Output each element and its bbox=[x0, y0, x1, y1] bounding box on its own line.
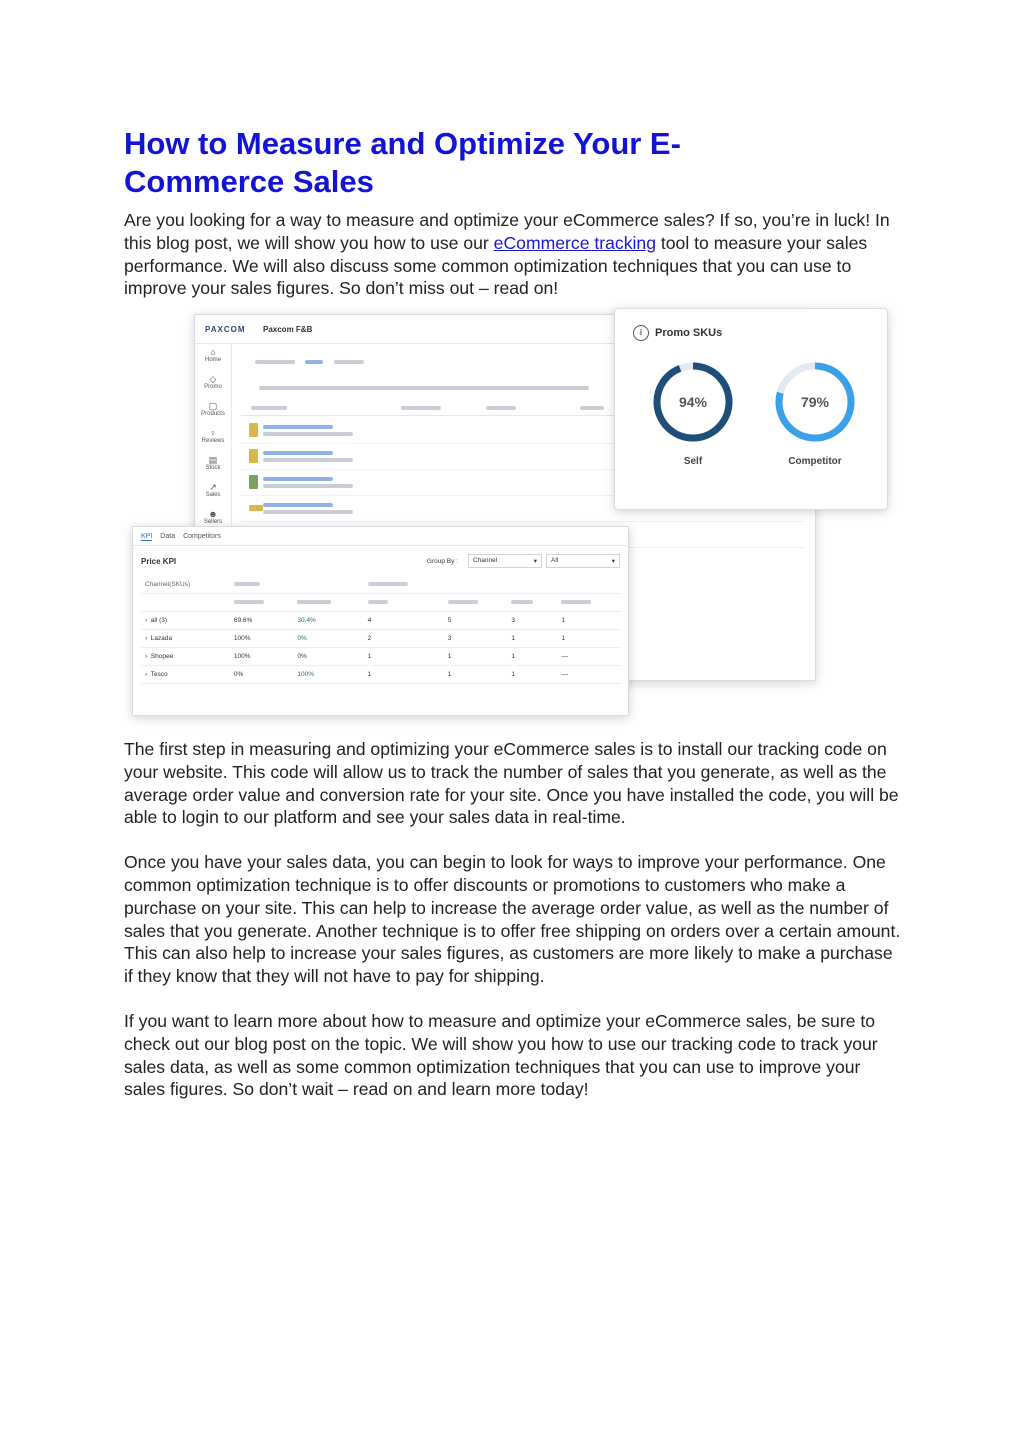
table-row[interactable] bbox=[141, 630, 621, 648]
chevron-right-icon[interactable]: › bbox=[145, 635, 148, 642]
competitor-donut bbox=[765, 359, 865, 467]
tag-icon: ◇ bbox=[209, 374, 217, 384]
table-row[interactable] bbox=[141, 612, 621, 630]
header-placeholder bbox=[511, 600, 533, 604]
kpi-cell: 100% bbox=[230, 648, 294, 666]
column-header bbox=[444, 594, 508, 612]
channel-name: Tesco bbox=[150, 671, 168, 678]
kpi-cell: 4 bbox=[364, 612, 444, 630]
filter-select[interactable] bbox=[546, 554, 620, 568]
kpi-cell: 1 bbox=[507, 648, 557, 666]
tab-placeholder bbox=[255, 360, 295, 364]
sidebar-item-label: Sales bbox=[205, 492, 221, 498]
kpi-cell: 1 bbox=[557, 612, 621, 630]
channel-cell bbox=[141, 630, 230, 648]
header-placeholder bbox=[368, 600, 388, 604]
header-placeholder bbox=[486, 406, 516, 410]
tab-placeholder bbox=[305, 360, 323, 364]
header-placeholder bbox=[561, 600, 591, 604]
competitor-percent: 79% bbox=[800, 394, 830, 410]
kpi-title: Price KPI bbox=[141, 556, 177, 566]
kpi-cell: 3 bbox=[507, 612, 557, 630]
channel-name: Shopee bbox=[150, 653, 174, 660]
brand-name: Paxcom F&B bbox=[263, 324, 313, 334]
kpi-toolbar bbox=[133, 546, 628, 576]
channel-cell bbox=[141, 666, 230, 684]
users-icon: ☻ bbox=[208, 509, 218, 519]
column-header bbox=[230, 594, 294, 612]
paragraph: Once you have your sales data, you can begin to look for ways to improve your performance. One common optimization technique is to offer discounts or promotions to customers who make a purchase on your site. This can help to increase the average order value, as well as the number of sales that you generate. Another technique is to offer free shipping on orders over a certain amount. This can also help to increase your sales figures, as customers are more likely to make a purchase if they know that they will not have to pay for shipping. bbox=[124, 852, 901, 987]
filter-placeholder bbox=[259, 386, 589, 390]
kpi-cell: 0% bbox=[230, 666, 294, 684]
tab-data[interactable]: Data bbox=[160, 533, 176, 540]
header-placeholder bbox=[234, 582, 260, 586]
promo-card-header bbox=[615, 309, 887, 341]
sidebar-item-reviews[interactable] bbox=[195, 424, 231, 451]
sidebar-item-sales[interactable] bbox=[195, 478, 231, 505]
tab-kpi[interactable]: KPI bbox=[141, 533, 153, 540]
column-header bbox=[444, 576, 508, 594]
group-by-label: Group By : bbox=[426, 557, 458, 565]
article bbox=[124, 125, 914, 300]
column-header bbox=[557, 576, 621, 594]
column-header bbox=[507, 576, 557, 594]
sidebar-item-promo[interactable] bbox=[195, 370, 231, 397]
row-placeholder bbox=[263, 503, 333, 507]
channel-name: Lazada bbox=[150, 635, 173, 642]
competitor-donut-chart bbox=[772, 359, 858, 445]
kpi-cell: — bbox=[557, 666, 621, 684]
kpi-cell: 3 bbox=[444, 630, 508, 648]
stack-icon: ▤ bbox=[208, 455, 218, 465]
sidebar-item-label: Promo bbox=[204, 384, 222, 390]
column-header bbox=[141, 594, 230, 612]
kpi-cell: 1 bbox=[507, 666, 557, 684]
bulb-icon: ♀ bbox=[209, 428, 217, 438]
kpi-cell: 69.6% bbox=[230, 612, 294, 630]
column-header bbox=[507, 594, 557, 612]
column-header bbox=[557, 594, 621, 612]
header-placeholder bbox=[234, 600, 264, 604]
tab-placeholder bbox=[334, 360, 364, 364]
header-placeholder bbox=[580, 406, 604, 410]
intro-text-end: tool to measure your sales performance. We will also discuss some common optimization techniques that you can use to improve your sales figures. So don’t miss out – read on! bbox=[124, 232, 868, 299]
column-header-channel: Channel(SKUs) bbox=[141, 576, 230, 594]
column-header bbox=[293, 594, 363, 612]
kpi-cell: 1 bbox=[557, 630, 621, 648]
header-placeholder bbox=[448, 600, 478, 604]
competitor-label: Competitor bbox=[788, 456, 842, 467]
intro-paragraph bbox=[124, 209, 914, 300]
kpi-cell: 0% bbox=[293, 630, 363, 648]
header-placeholder bbox=[297, 600, 331, 604]
info-icon: i bbox=[633, 325, 649, 341]
chevron-right-icon[interactable]: › bbox=[145, 671, 148, 678]
row-placeholder bbox=[263, 458, 353, 462]
column-header bbox=[293, 576, 363, 594]
header-placeholder bbox=[251, 406, 287, 410]
kpi-cell: — bbox=[557, 648, 621, 666]
sidebar-item-label: Sellers bbox=[203, 519, 223, 525]
chevron-right-icon[interactable]: › bbox=[145, 653, 148, 660]
kpi-tabs bbox=[133, 527, 628, 546]
promo-skus-card bbox=[614, 308, 888, 510]
kpi-subheader-row bbox=[141, 594, 621, 612]
group-by-select[interactable] bbox=[468, 554, 542, 568]
self-donut bbox=[643, 359, 743, 467]
promo-title: Promo SKUs bbox=[655, 327, 723, 339]
kpi-cell: 1 bbox=[364, 648, 444, 666]
kpi-header-row bbox=[141, 576, 621, 594]
channel-cell bbox=[141, 612, 230, 630]
sidebar-item-label: Products bbox=[201, 411, 225, 417]
article-title: How to Measure and Optimize Your E-Commerce Sales bbox=[124, 126, 681, 199]
price-kpi-panel bbox=[132, 526, 629, 716]
chevron-right-icon[interactable]: › bbox=[145, 617, 148, 624]
sidebar-item-home[interactable] bbox=[195, 343, 231, 370]
row-placeholder bbox=[263, 432, 353, 436]
paxcom-logo: PAXCOM bbox=[205, 324, 246, 334]
self-donut-chart bbox=[650, 359, 736, 445]
column-header bbox=[364, 576, 444, 594]
kpi-cell: 5 bbox=[444, 612, 508, 630]
paragraph: The first step in measuring and optimizing your eCommerce sales is to install our tracking code on your website. This code will allow us to track the number of sales that you generate, as well as the average order value and conversion rate for your site. Once you have installed the code, you will be able to login to our platform and see your sales data in real-time. bbox=[124, 739, 899, 828]
chart-icon: ↗ bbox=[209, 482, 217, 492]
kpi-cell: 100% bbox=[293, 666, 363, 684]
sidebar-item-stock[interactable] bbox=[195, 451, 231, 478]
product-thumbnail bbox=[249, 423, 258, 437]
kpi-cell: 1 bbox=[444, 666, 508, 684]
row-placeholder bbox=[263, 425, 333, 429]
sidebar-item-label: Home bbox=[204, 357, 221, 363]
row-placeholder bbox=[263, 451, 333, 455]
tab-competitors[interactable]: Competitors bbox=[183, 533, 221, 540]
channel-name: all (3) bbox=[150, 617, 168, 624]
product-thumbnail bbox=[249, 505, 263, 511]
kpi-cell: 1 bbox=[507, 630, 557, 648]
kpi-cell: 100% bbox=[230, 630, 294, 648]
column-header bbox=[230, 576, 294, 594]
chevron-down-icon: ▾ bbox=[611, 558, 615, 565]
paragraph: If you want to learn more about how to measure and optimize your eCommerce sales, be sure to check out our blog post on the topic. We will show you how to use our tracking code to track your sales data, as well as some common optimization techniques that you can use to improve your sales figures. So don’t wait – read on and learn more today! bbox=[124, 1010, 878, 1100]
sidebar-item-products[interactable] bbox=[195, 397, 231, 424]
header-placeholder bbox=[368, 582, 408, 586]
sidebar-item-label: Stock bbox=[205, 465, 221, 471]
kpi-cell: 1 bbox=[444, 648, 508, 666]
intro-text-start: Are you looking for a way to measure and optimize your eCommerce sales? If so, you’re in luck! In this blog post, we will show you how to use our bbox=[124, 210, 890, 253]
ecommerce-tracking-link[interactable]: eCommerce tracking bbox=[493, 232, 656, 253]
sidebar-item-label: Reviews bbox=[201, 438, 225, 444]
dashboard-screenshot bbox=[124, 300, 904, 720]
product-thumbnail bbox=[249, 449, 258, 463]
table-row[interactable] bbox=[141, 666, 621, 684]
kpi-cell: 1 bbox=[364, 666, 444, 684]
kpi-cell: 30.4% bbox=[293, 612, 363, 630]
article-body bbox=[124, 738, 904, 1101]
kpi-cell: 0% bbox=[293, 648, 363, 666]
home-icon: ⌂ bbox=[210, 347, 216, 357]
kpi-table bbox=[141, 576, 621, 684]
filter-value: All bbox=[551, 557, 559, 564]
kpi-cell: 2 bbox=[364, 630, 444, 648]
self-percent: 94% bbox=[678, 394, 708, 410]
self-label: Self bbox=[683, 456, 703, 467]
channel-cell bbox=[141, 648, 230, 666]
row-placeholder bbox=[263, 484, 353, 488]
group-by-value: Channel bbox=[473, 557, 498, 564]
header-placeholder bbox=[401, 406, 441, 410]
chevron-down-icon: ▾ bbox=[533, 558, 537, 565]
row-placeholder bbox=[263, 477, 333, 481]
column-header bbox=[364, 594, 444, 612]
box-icon: ▢ bbox=[208, 401, 218, 411]
table-row[interactable] bbox=[141, 648, 621, 666]
product-thumbnail bbox=[249, 475, 258, 489]
row-placeholder bbox=[263, 510, 353, 514]
